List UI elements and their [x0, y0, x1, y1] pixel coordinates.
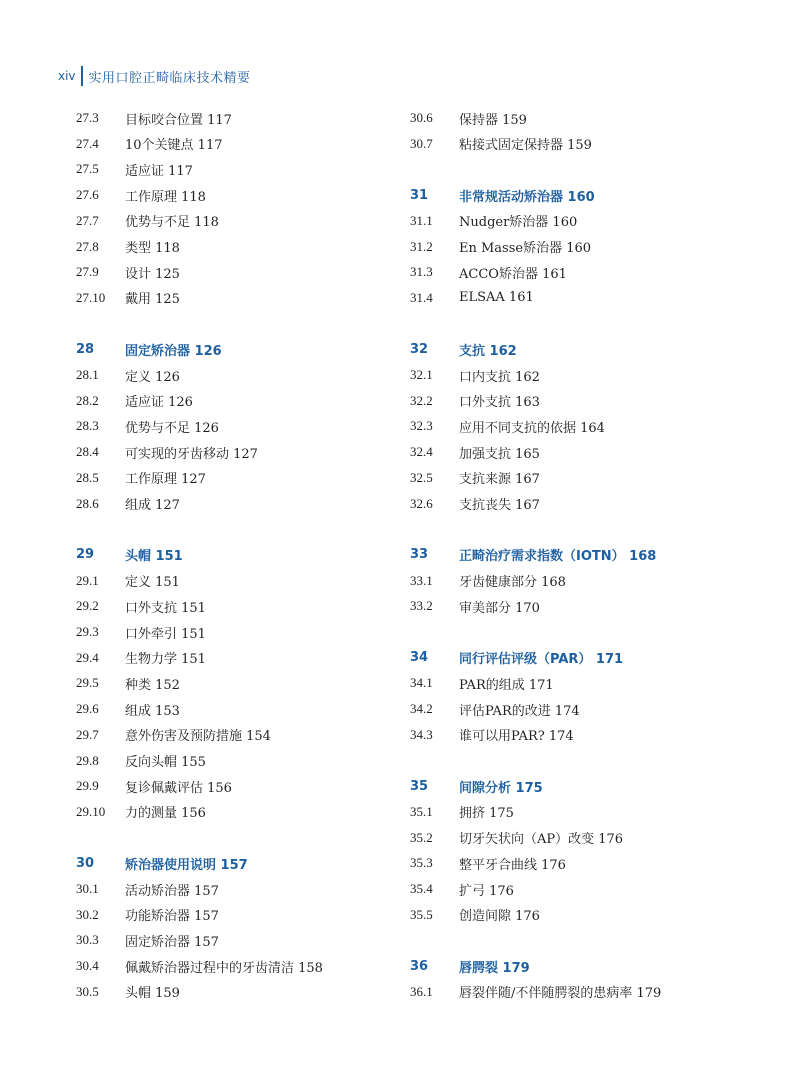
- toc-entry: [0, 568, 566, 594]
- toc-entry-title: 目标咬合位置 117: [125, 112, 232, 128]
- toc-entry-title: 组成 127: [125, 498, 180, 513]
- toc-entry-number: 35.4: [410, 881, 433, 896]
- toc-entry-number: 31.2: [410, 238, 433, 254]
- toc-entry-number: 36: [410, 958, 429, 974]
- toc-entry-title: 适应证 117: [125, 163, 193, 179]
- toc-entry-number: 32: [410, 341, 429, 357]
- toc-entry: [0, 748, 400, 774]
- toc-entry-number: 32.5: [410, 469, 433, 485]
- toc-entry-number: 29.4: [76, 649, 99, 665]
- toc-entry-number: 29.8: [76, 752, 99, 768]
- toc-entry-title: PAR的组成 171: [459, 677, 554, 693]
- toc-entry-number: 28: [76, 341, 95, 357]
- toc-entry-number: 32.2: [410, 392, 433, 408]
- toc-entry: [0, 465, 540, 491]
- toc-entry-number: 32.3: [410, 418, 433, 434]
- toc-entry: [0, 208, 578, 234]
- toc-entry-title: 设计 125: [125, 266, 180, 282]
- toc-entry-number: 35.3: [410, 855, 433, 871]
- toc-entry-number: 27.9: [76, 264, 99, 280]
- toc-entry-title: 口外牵引 151: [125, 626, 206, 642]
- toc-entry: [0, 979, 662, 1005]
- toc-entry: [0, 156, 400, 182]
- toc-entry-title: 应用不同支抗的依据 164: [459, 420, 605, 436]
- toc-entry-title: 拥挤 175: [459, 806, 514, 822]
- toc-entry-number: 30: [76, 855, 95, 871]
- toc-entry-title: 适应证 126: [125, 395, 193, 411]
- toc-entry-number: 29.1: [76, 572, 99, 588]
- toc-entry-title: 间隙分析 175: [459, 780, 543, 796]
- toc-entry-number: 27.8: [76, 238, 99, 254]
- toc-entry: [0, 722, 574, 748]
- toc-entry-number: 29: [76, 547, 95, 563]
- page-header: [58, 66, 251, 86]
- toc-entry-title: 矫治器使用说明 157: [125, 857, 248, 873]
- toc-entry: [0, 902, 540, 928]
- toc-entry-title: 唇腭裂 179: [459, 960, 530, 976]
- toc-entry-number: 28.5: [76, 469, 99, 485]
- toc-entry: [0, 825, 624, 851]
- toc-entry-title: 工作原理 127: [125, 472, 206, 488]
- page-number: xiv: [58, 69, 76, 83]
- toc-entry-title: 固定矫治器 157: [125, 934, 219, 950]
- toc-chapter-heading: [0, 336, 517, 362]
- toc-entry-number: 28.1: [76, 367, 99, 382]
- toc-entry-number: 31: [410, 187, 429, 203]
- toc-entry-title: 佩戴矫治器过程中的牙齿清洁 158: [125, 960, 323, 976]
- toc-entry: [0, 234, 592, 260]
- toc-entry-title: 头帽 159: [125, 986, 180, 1002]
- toc-entry-number: 28.4: [76, 444, 99, 460]
- toc-entry-number: 30.3: [76, 932, 99, 948]
- toc-chapter-heading: [0, 542, 657, 568]
- toc-entry-number: 28.6: [76, 495, 99, 511]
- toc-entry-title: 扩弓 176: [459, 883, 514, 899]
- toc-entry-number: 30.6: [410, 110, 433, 125]
- toc-entry-title: 整平牙合曲线 176: [459, 857, 566, 873]
- toc-entry-title: 同行评估评级（PAR） 171: [459, 652, 624, 668]
- toc-entry: [0, 285, 534, 311]
- toc-entry-number: 31.1: [410, 212, 433, 228]
- toc-entry-title: 定义 151: [125, 575, 180, 591]
- toc-entry: [0, 876, 514, 902]
- toc-entry-title: 力的测量 156: [125, 806, 206, 822]
- toc-entry-title: 活动矫治器 157: [125, 883, 219, 899]
- toc-entry-title: 头帽 151: [125, 549, 183, 565]
- toc-entry: [0, 593, 540, 619]
- toc-entry-title: 支抗来源 167: [459, 472, 540, 488]
- toc-entry-number: 30.2: [76, 906, 99, 922]
- toc-entry: [0, 799, 514, 825]
- toc-entry-title: 组成 153: [125, 703, 180, 719]
- toc-entry-number: 34: [410, 650, 429, 666]
- toc-entry-title: 保持器 159: [459, 112, 527, 128]
- toc-entry: [0, 413, 605, 439]
- toc-entry: [0, 619, 400, 645]
- toc-entry-title: ELSAA 161: [459, 290, 534, 306]
- toc-entry-number: 29.5: [76, 675, 99, 691]
- toc-entry-title: 复诊佩戴评估 156: [125, 780, 232, 796]
- toc-entry-number: 29.9: [76, 778, 99, 794]
- toc-entry-title: 定义 126: [125, 369, 180, 385]
- toc-entry-number: 33.1: [410, 572, 433, 588]
- toc-entry-title: 口内支抗 162: [459, 369, 540, 385]
- toc-entry: [0, 131, 592, 157]
- toc-entry-title: 口外支抗 151: [125, 600, 206, 616]
- toc-entry-number: 33: [410, 547, 429, 563]
- toc-entry-number: 32.6: [410, 495, 433, 511]
- toc-entry-number: 29.3: [76, 624, 99, 639]
- toc-entry-number: 29.7: [76, 726, 99, 742]
- toc-entry: [0, 491, 540, 517]
- toc-entry-number: 27.5: [76, 161, 99, 177]
- toc-entry-title: 非常规活动矫治器 160: [459, 189, 595, 205]
- toc-entry-title: 谁可以用PAR? 174: [459, 729, 574, 745]
- toc-entry-number: 27.10: [76, 289, 106, 305]
- toc-entry: [0, 670, 554, 696]
- toc-chapter-heading: [0, 773, 543, 799]
- toc-entry-number: 29.10: [76, 803, 106, 819]
- toc-entry-number: 28.2: [76, 392, 99, 408]
- toc-entry-title: 固定矫治器 126: [125, 343, 222, 359]
- toc-entry-number: 35.5: [410, 906, 433, 922]
- toc-entry: [0, 439, 540, 465]
- toc-chapter-heading: [0, 645, 624, 671]
- toc-entry-title: ACCO矫治器 161: [459, 266, 567, 282]
- toc-entry-number: 27.4: [76, 135, 99, 151]
- toc-entry-title: 审美部分 170: [459, 600, 540, 616]
- toc-entry-title: 口外支抗 163: [459, 395, 540, 411]
- book-title: 实用口腔正畸临床技术精要: [88, 70, 251, 86]
- toc-entry-title: 评估PAR的改进 174: [459, 703, 580, 719]
- toc-entry-number: 27.3: [76, 110, 99, 125]
- toc-entry-number: 27.6: [76, 187, 99, 203]
- toc-entry-number: 35.2: [410, 829, 433, 845]
- toc-entry-title: 生物力学 151: [125, 652, 206, 668]
- toc-entry-title: 10个关键点 117: [125, 138, 223, 154]
- toc-entry: [0, 850, 566, 876]
- toc-entry-title: 工作原理 118: [125, 189, 206, 205]
- toc-entry-title: 种类 152: [125, 677, 180, 693]
- toc-entry-title: 意外伤害及预防措施 154: [125, 729, 271, 745]
- toc-entry-title: 正畸治疗需求指数（IOTN） 168: [459, 549, 657, 565]
- header-divider: [81, 66, 83, 86]
- toc-entry-title: 支抗 162: [459, 343, 517, 359]
- toc-entry-title: 加强支抗 165: [459, 446, 540, 462]
- toc-entry-title: 优势与不足 118: [125, 215, 219, 231]
- toc-entry: [0, 696, 580, 722]
- toc-entry-title: 创造间隙 176: [459, 909, 540, 925]
- toc-entry-number: 32.1: [410, 367, 433, 382]
- toc-entry-number: 29.2: [76, 598, 99, 614]
- toc-entry-number: 34.3: [410, 726, 433, 742]
- toc-entry-number: 30.4: [76, 958, 99, 974]
- toc-entry-number: 30.7: [410, 135, 433, 151]
- toc-entry-number: 31.4: [410, 289, 433, 305]
- toc-chapter-heading: [0, 182, 595, 208]
- toc-entry-title: En Masse矫治器 160: [459, 241, 592, 256]
- toc-entry-number: 27.7: [76, 212, 99, 228]
- toc-entry: [0, 259, 567, 285]
- toc-entry: [0, 927, 400, 953]
- toc-entry-number: 28.3: [76, 418, 99, 434]
- toc-entry-title: 反向头帽 155: [125, 755, 206, 770]
- toc-entry-number: 32.4: [410, 444, 433, 460]
- toc-entry-title: Nudger矫治器 160: [459, 215, 578, 231]
- toc-entry-number: 35.1: [410, 803, 433, 819]
- toc-entry-number: 34.1: [410, 675, 433, 691]
- toc-entry-title: 优势与不足 126: [125, 420, 219, 436]
- toc-entry: [0, 362, 540, 388]
- toc-entry-title: 可实现的牙齿移动 127: [125, 446, 258, 462]
- toc-entry-title: 功能矫治器 157: [125, 909, 219, 925]
- toc-entry-title: 戴用 125: [125, 292, 180, 308]
- toc-entry: [0, 105, 527, 131]
- toc-entry-title: 类型 118: [125, 241, 180, 256]
- toc-entry-number: 31.3: [410, 264, 433, 280]
- toc-entry: [0, 388, 540, 414]
- toc-entry-number: 34.2: [410, 701, 433, 717]
- toc-entry-title: 支抗丧失 167: [459, 498, 540, 513]
- toc-entry-number: 35: [410, 778, 429, 794]
- toc-chapter-heading: [0, 953, 530, 979]
- toc-entry-number: 30.5: [76, 983, 99, 999]
- toc-entry-title: 牙齿健康部分 168: [459, 575, 566, 591]
- toc-entry-title: 唇裂伴随/不伴随腭裂的患病率 179: [459, 986, 662, 1002]
- toc-entry-number: 30.1: [76, 881, 99, 896]
- toc-entry-title: 粘接式固定保持器 159: [459, 138, 592, 154]
- toc-entry-number: 29.6: [76, 701, 99, 717]
- toc-entry-number: 33.2: [410, 598, 433, 614]
- toc-entry-title: 切牙矢状向（AP）改变 176: [459, 832, 624, 848]
- toc-entry-number: 36.1: [410, 983, 433, 999]
